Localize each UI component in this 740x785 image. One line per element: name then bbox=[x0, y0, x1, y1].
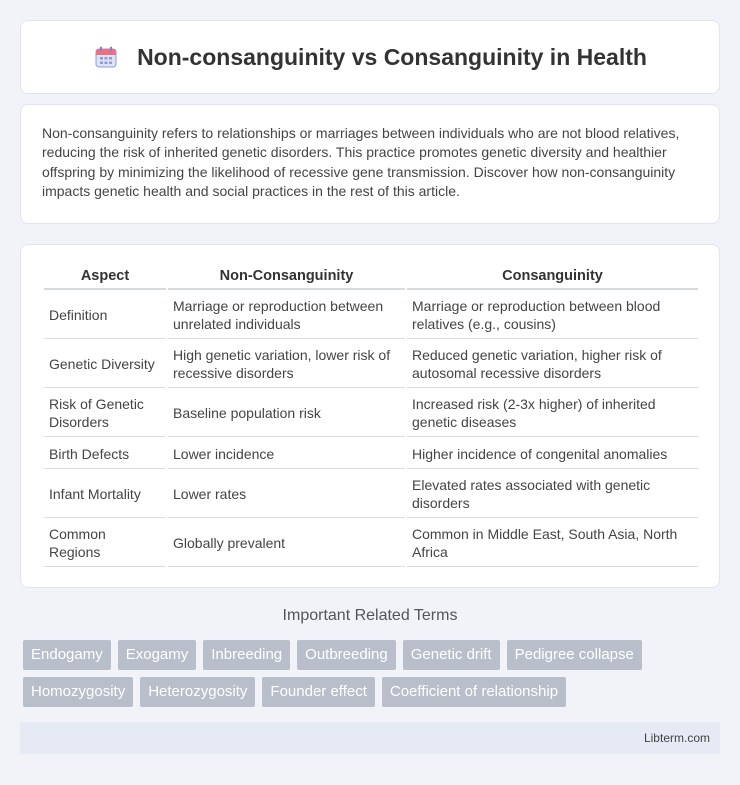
table-row bbox=[44, 439, 698, 469]
table-row bbox=[44, 341, 698, 388]
tag-homozygosity[interactable]: Homozygosity bbox=[23, 677, 133, 707]
table-cell: Lower rates bbox=[168, 471, 405, 518]
table-cell: Lower incidence bbox=[168, 439, 405, 469]
tag-pedigree-collapse[interactable]: Pedigree collapse bbox=[507, 640, 642, 670]
table-cell: Marriage or reproduction between unrelated individuals bbox=[168, 292, 405, 339]
tag-heterozygosity[interactable]: Heterozygosity bbox=[140, 677, 255, 707]
table-row bbox=[44, 390, 698, 437]
table-cell: Marriage or reproduction between blood relatives (e.g., cousins) bbox=[407, 292, 698, 339]
tag-founder-effect[interactable]: Founder effect bbox=[262, 677, 374, 707]
table-cell: Definition bbox=[44, 292, 166, 339]
footer-link[interactable]: Libterm.com bbox=[643, 731, 710, 745]
table-row bbox=[44, 292, 698, 339]
table-cell: Common Regions bbox=[44, 520, 166, 567]
related-terms-tags bbox=[23, 640, 723, 714]
intro-text: Non-consanguinity refers to relationships or marriages between individuals who are not blood relatives, reducing the risk of inherited genetic disorders. This practice promotes genetic diversity and healthier offspring by minimizing the likelihood of recessive gene transmission. Discover how non-consanguinity impacts genetic health and social practices in the rest of this article. bbox=[42, 125, 680, 200]
table-header-row bbox=[44, 266, 698, 290]
table-row bbox=[44, 471, 698, 518]
table-cell: Increased risk (2-3x higher) of inherited genetic diseases bbox=[407, 390, 698, 437]
tag-inbreeding[interactable]: Inbreeding bbox=[203, 640, 290, 670]
table-cell: Infant Mortality bbox=[44, 471, 166, 518]
column-header-non-consanguinity: Non-Consanguinity bbox=[168, 266, 405, 290]
footer bbox=[20, 722, 720, 754]
table-row bbox=[44, 520, 698, 567]
table-cell: Birth Defects bbox=[44, 439, 166, 469]
table-cell: Risk of Genetic Disorders bbox=[44, 390, 166, 437]
tag-coefficient-of-relationship[interactable]: Coefficient of relationship bbox=[382, 677, 566, 707]
tag-outbreeding[interactable]: Outbreeding bbox=[297, 640, 396, 670]
table-cell: Higher incidence of congenital anomalies bbox=[407, 439, 698, 469]
tag-row bbox=[23, 677, 723, 707]
calendar-icon bbox=[93, 44, 119, 70]
comparison-card bbox=[20, 244, 720, 588]
page-title: Non-consanguinity vs Consanguinity in Health bbox=[137, 43, 647, 70]
related-terms-title: Important Related Terms bbox=[282, 607, 458, 624]
tag-genetic-drift[interactable]: Genetic drift bbox=[403, 640, 500, 670]
table-cell: Reduced genetic variation, higher risk of autosomal recessive disorders bbox=[407, 341, 698, 388]
comparison-table bbox=[42, 264, 700, 569]
table-cell: Genetic Diversity bbox=[44, 341, 166, 388]
column-header-consanguinity: Consanguinity bbox=[407, 266, 698, 290]
table-cell: Common in Middle East, South Asia, North Africa bbox=[407, 520, 698, 567]
header-card bbox=[20, 20, 720, 94]
table-cell: Baseline population risk bbox=[168, 390, 405, 437]
table-cell: Globally prevalent bbox=[168, 520, 405, 567]
table-cell: High genetic variation, lower risk of recessive disorders bbox=[168, 341, 405, 388]
tag-row bbox=[23, 640, 723, 670]
column-header-aspect: Aspect bbox=[44, 266, 166, 290]
tag-exogamy[interactable]: Exogamy bbox=[118, 640, 197, 670]
tag-endogamy[interactable]: Endogamy bbox=[23, 640, 111, 670]
table-cell: Elevated rates associated with genetic disorders bbox=[407, 471, 698, 518]
intro-card bbox=[20, 104, 720, 224]
